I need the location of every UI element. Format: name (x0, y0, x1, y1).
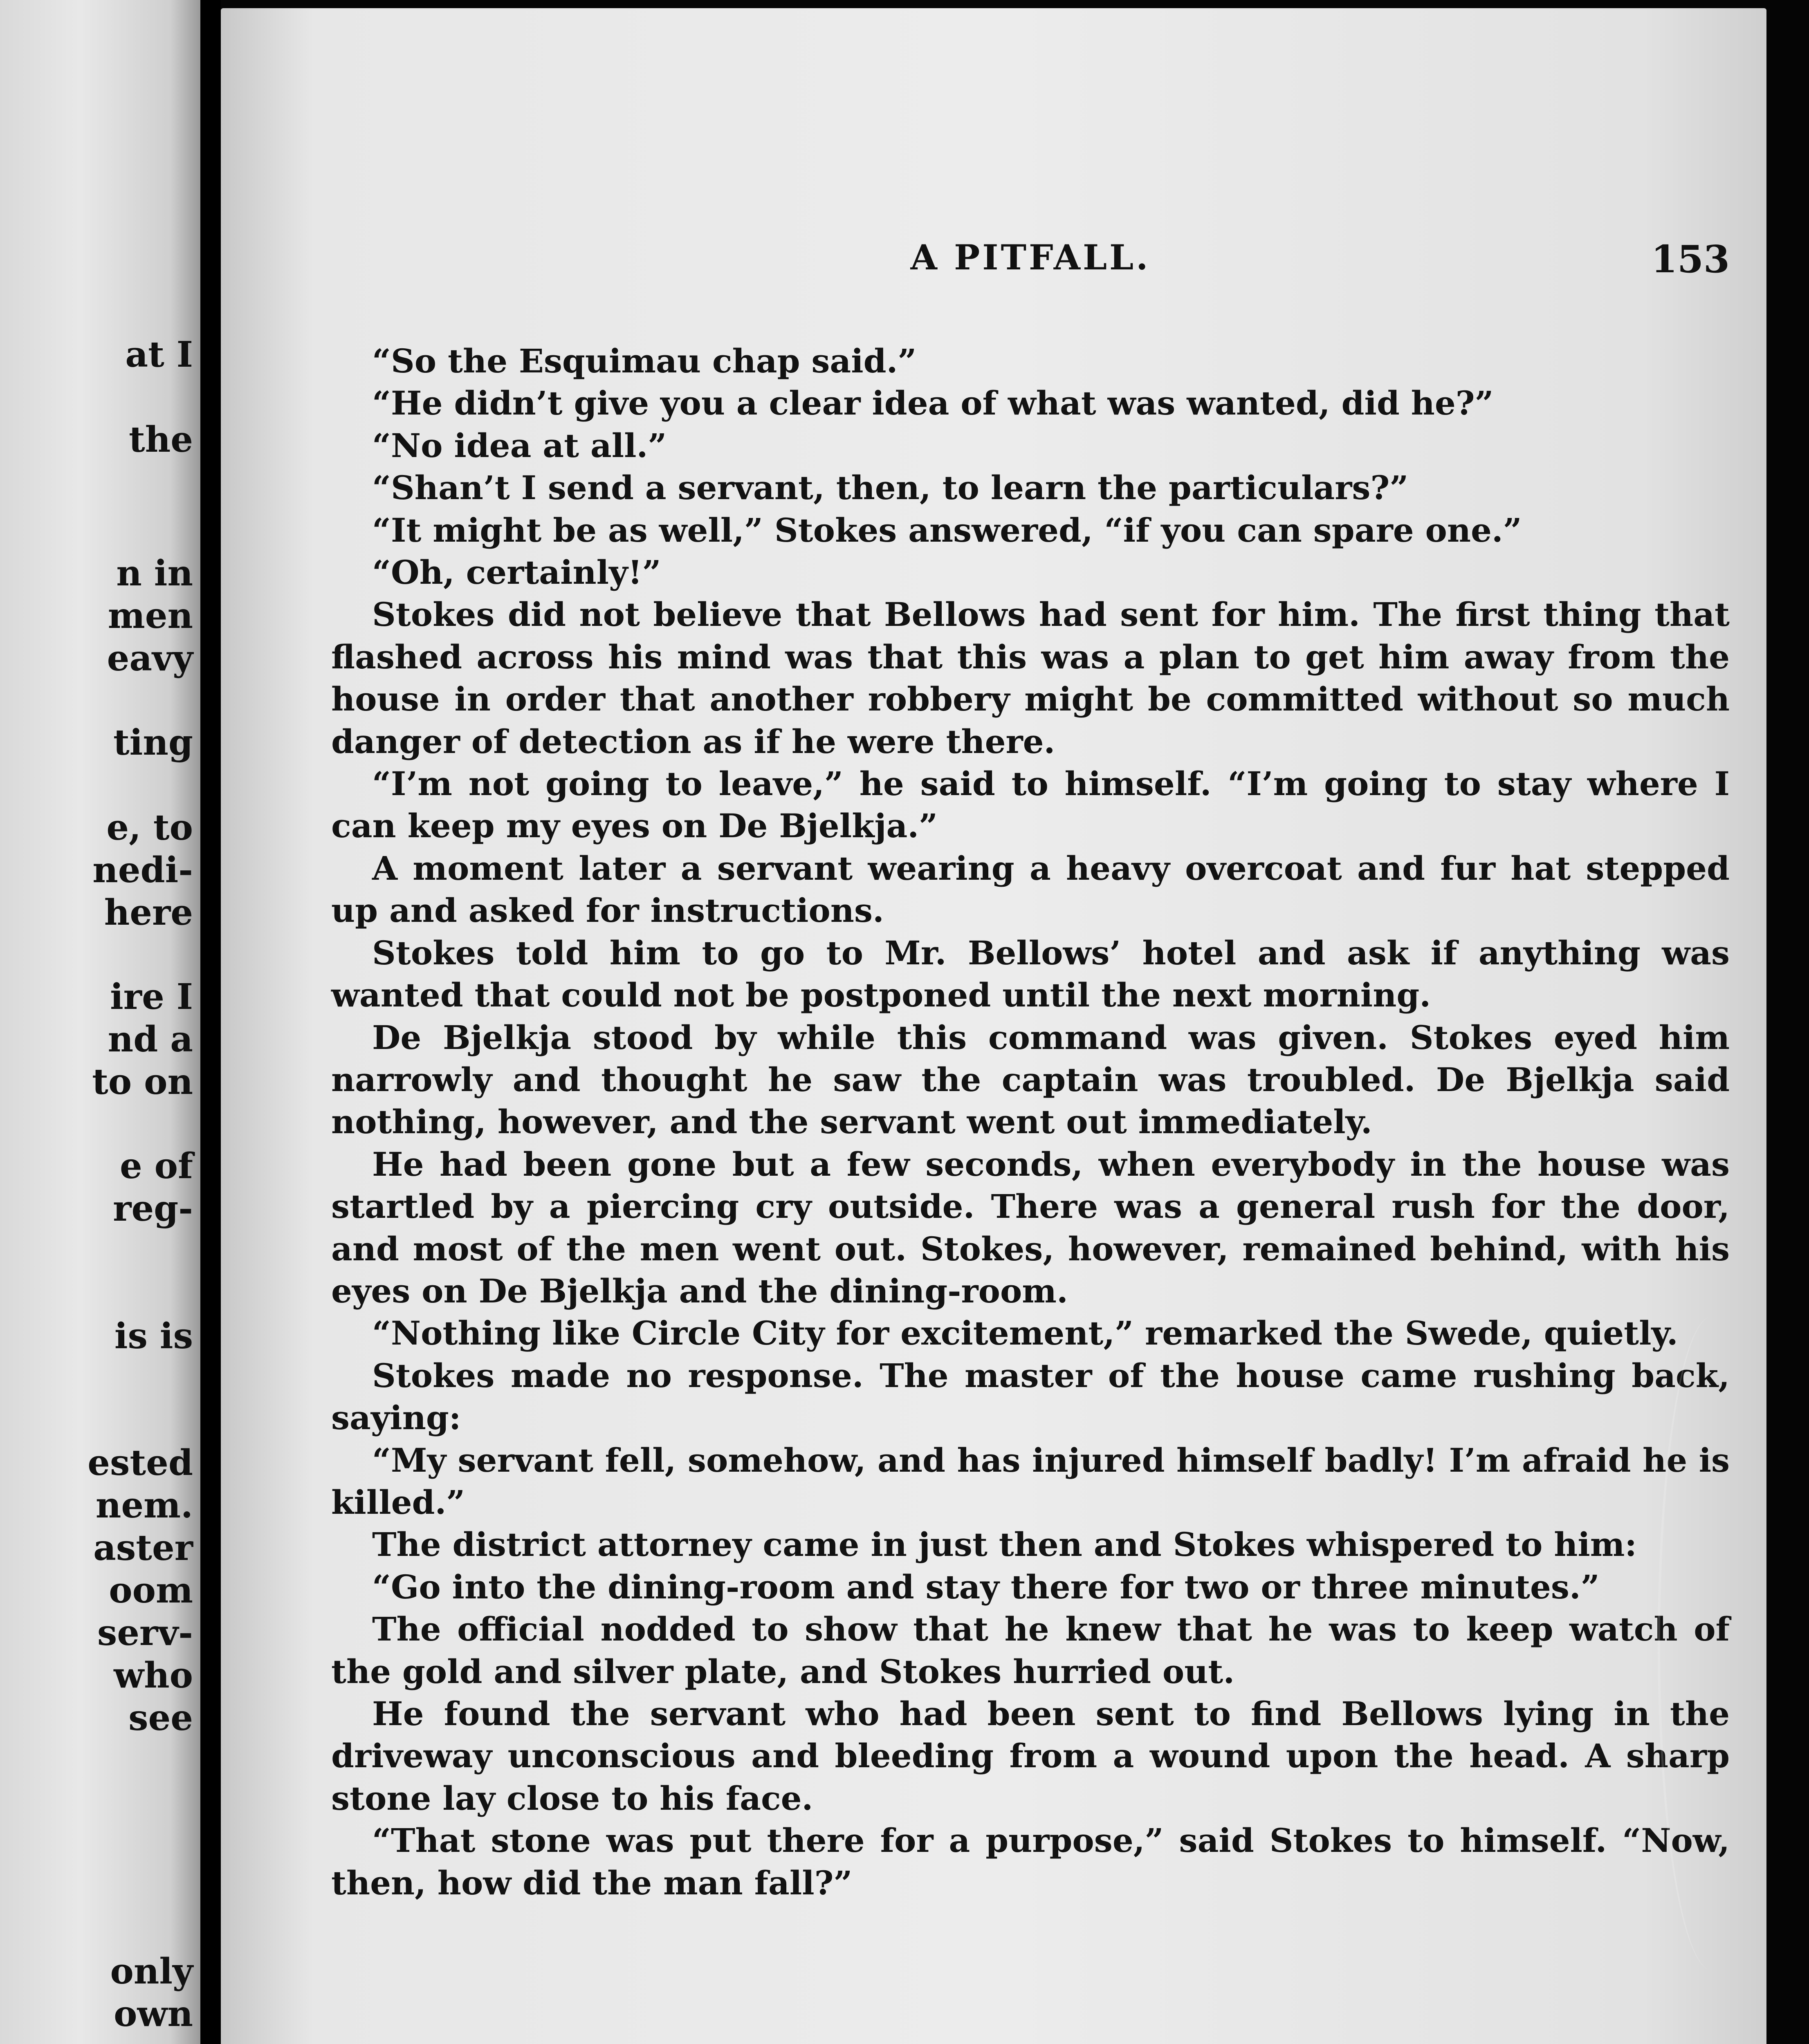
left-page-text-fragment: the (129, 419, 193, 460)
paragraph: De Bjelkja stood by while this command was given. Stokes eyed him narrowly and thought he saw the captain was troubled. De Bjelkja said nothing, however, and the servant went out immediately. (331, 1018, 1730, 1141)
left-page-text-fragment: aster (93, 1527, 193, 1569)
left-page-text-fragment: nd a (108, 1019, 193, 1060)
left-page-text-fragment: to on (92, 1061, 193, 1103)
paragraph: He had been gone but a few seconds, when everybody in the house was startled by a piercing cry outside. There was a general rush for the door, and most of the men went out. Stokes, however, remained behind, with his eyes on De Bjelkja and the dining-room. (331, 1145, 1730, 1310)
paragraph: “So the Esquimau chap said.” (372, 342, 917, 380)
paragraph: He found the servant who had been sent to find Bellows lying in the driveway unconscious and bleeding from a wound upon the head. A sharp stone lay close to his face. (331, 1694, 1730, 1818)
left-page-text-fragment: at I (125, 334, 193, 375)
left-page-text-fragment: only (110, 1951, 193, 1992)
paragraph: Stokes did not believe that Bellows had sent for him. The first thing that flashed across his mind was that this was a plan to get him away from the house in order that another robbery might be committed without so much danger of detection as if he were there. (331, 595, 1730, 761)
left-page-text-fragment: ting (113, 722, 193, 763)
left-page-text-fragment: men (108, 595, 193, 637)
paragraph: Stokes told him to go to Mr. Bellows’ hotel and ask if anything was wanted that could not be postponed until the next morning. (331, 933, 1730, 1015)
paragraph: “He didn’t give you a clear idea of what was wanted, did he?” (372, 384, 1494, 423)
left-page-text-fragment: who (114, 1655, 193, 1696)
left-page-text-fragment: e, to (106, 807, 193, 848)
left-page-text-fragment: e of (119, 1145, 193, 1187)
left-page-text-fragment: own (114, 1993, 193, 2035)
left-page-text-fragment: reg- (113, 1188, 193, 1229)
left-page-text-fragment: see (128, 1697, 193, 1739)
page-number: 153 (1651, 237, 1730, 281)
left-page-text-fragment: n in (116, 553, 193, 594)
book-page (221, 8, 1766, 2044)
page-smudge (1658, 1316, 1766, 1970)
paragraph: “No idea at all.” (372, 426, 667, 465)
left-page-text-fragment: oom (109, 1570, 193, 1611)
left-page-text-fragment: is is (114, 1316, 193, 1357)
paragraph: “That stone was put there for a purpose,” said Stokes to himself. “Now, then, how did the man fall?” (331, 1821, 1730, 1902)
paragraph: The official nodded to show that he knew that he was to keep watch of the gold and silver plate, and Stokes hurried out. (331, 1610, 1730, 1691)
paragraph: “My servant fell, somehow, and has injured himself badly! I’m afraid he is killed.” (331, 1441, 1730, 1522)
left-page-text-fragment: nedi- (92, 849, 193, 891)
running-head: A PITFALL. (910, 237, 1151, 278)
book-gutter (200, 0, 221, 2044)
paragraph: “It might be as well,” Stokes answered, “if you can spare one.” (372, 511, 1522, 549)
paragraph: A moment later a servant wearing a heavy overcoat and fur hat stepped up and asked for instructions. (331, 849, 1730, 930)
previous-page-fragment (0, 0, 200, 2044)
left-page-text-fragment: serv- (97, 1612, 193, 1654)
paragraph: “Oh, certainly!” (372, 553, 661, 592)
left-page-text-fragment: nem. (95, 1485, 193, 1526)
paragraph: Stokes made no response. The master of the house came rushing back, saying: (331, 1356, 1730, 1437)
left-page-text-fragment: here (104, 892, 193, 933)
paragraph: The district attorney came in just then and Stokes whispered to him: (372, 1525, 1637, 1564)
paragraph: “I’m not going to leave,” he said to himself. “I’m going to stay where I can keep my eyes on De Bjelkja.” (331, 764, 1730, 845)
left-page-text-fragment: ire I (110, 976, 193, 1018)
body-text (331, 340, 1730, 1904)
paragraph: “Shan’t I send a servant, then, to learn the particulars?” (372, 468, 1409, 507)
paragraph: “Nothing like Circle City for excitement,” remarked the Swede, quietly. (372, 1314, 1678, 1353)
left-page-text-fragment: eavy (107, 638, 193, 679)
paragraph: “Go into the dining-room and stay there for two or three minutes.” (372, 1567, 1600, 1606)
page-header (331, 237, 1730, 290)
left-page-text-fragment: ested (88, 1442, 193, 1484)
